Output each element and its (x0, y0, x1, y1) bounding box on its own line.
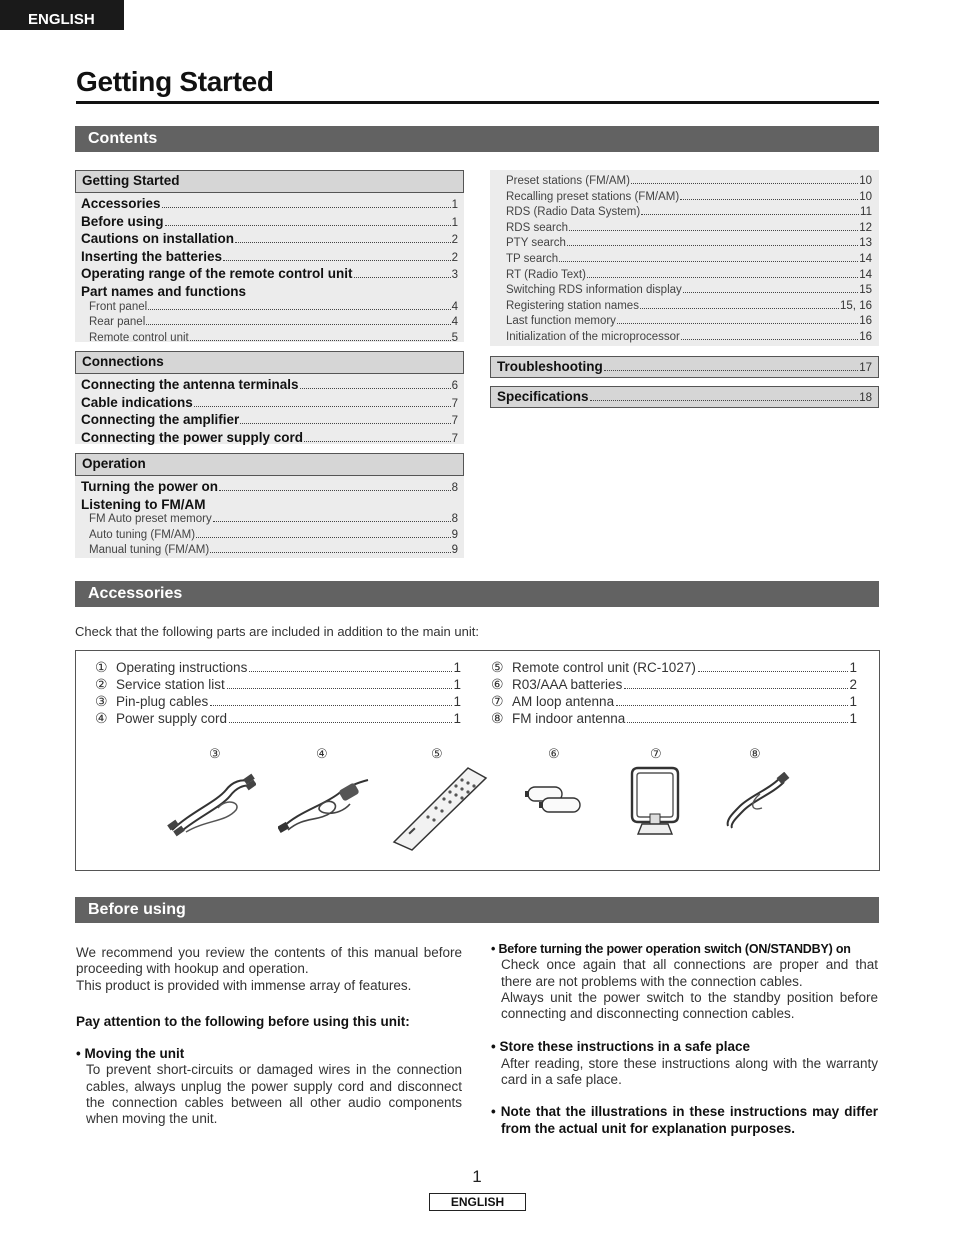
power-cord-icon (278, 772, 373, 834)
illustration-label: ④ (316, 746, 328, 761)
toc-entry-label: Before using (81, 213, 164, 229)
toc-entry[interactable] (81, 266, 458, 284)
accessory-label: Operating instructions (116, 660, 248, 675)
accessory-number: ④ (95, 710, 108, 726)
fm-antenna-icon (720, 772, 790, 830)
toc-operation (75, 453, 464, 558)
toc-entry-page: 2 (451, 251, 458, 264)
toc-entry-page: 9 (451, 544, 458, 557)
toc-entry[interactable] (81, 315, 458, 331)
toc-operation-continued (490, 170, 879, 346)
leader-dots (354, 277, 451, 278)
toc-entry[interactable] (498, 330, 872, 346)
toc-entry-page: 5 (451, 331, 458, 344)
toc-entry-label: Listening to FM/AM (81, 496, 206, 512)
contents-section-bar: Contents (75, 126, 879, 152)
toc-specifications-page: 18 (859, 392, 872, 404)
toc-entry-label: Cable indications (81, 394, 193, 410)
accessory-label: AM loop antenna (512, 694, 615, 709)
leader-dots (148, 309, 450, 310)
title-rule (76, 101, 879, 104)
toc-entry-page: 3 (451, 269, 458, 282)
toc-entry-page: 9 (451, 528, 458, 541)
leader-dots (210, 705, 452, 706)
toc-entry-page: 11 (860, 206, 872, 219)
leader-dots (604, 370, 858, 371)
accessory-item (491, 659, 857, 676)
toc-entry[interactable] (498, 236, 872, 252)
leader-dots (210, 552, 450, 553)
am-loop-antenna-icon (624, 764, 686, 836)
batteries-icon (524, 784, 584, 816)
before-using-intro-1: We recommend you review the contents of this manual before proceeding with hookup and operation. (76, 945, 462, 977)
accessory-quantity: 1 (453, 694, 461, 709)
accessory-item (95, 693, 461, 710)
toc-entry[interactable] (498, 268, 872, 284)
leader-dots (624, 688, 848, 689)
toc-entry-page: 15 (859, 284, 872, 297)
accessory-quantity: 1 (849, 711, 857, 726)
toc-entry[interactable] (81, 412, 458, 430)
accessory-number: ⑥ (491, 676, 504, 692)
toc-list-getting-started (75, 193, 464, 346)
page-title: Getting Started (76, 66, 274, 97)
toc-entry-label: Switching RDS information display (506, 284, 682, 297)
toc-entry-label: Preset stations (FM/AM) (506, 175, 630, 187)
illustration-label: ⑦ (650, 746, 662, 761)
toc-entry-page: 16 (859, 330, 872, 343)
toc-entry-label: Accessories (81, 196, 161, 211)
toc-entry-page: 10 (859, 190, 872, 203)
toc-entry-label: Rear panel (89, 316, 146, 329)
illustration-note: • Note that the illustrations in these instructions may differ from the actual unit for explanation purposes. (491, 1104, 878, 1136)
leader-dots (680, 199, 858, 200)
accessories-section-bar: Accessories (75, 581, 879, 607)
accessory-quantity: 1 (849, 660, 857, 675)
toc-list-connections (75, 374, 464, 447)
toc-entry[interactable] (81, 528, 458, 544)
accessory-item (95, 676, 461, 693)
toc-entry-page: 7 (451, 415, 458, 428)
accessory-number: ② (95, 676, 108, 692)
leader-dots (249, 671, 452, 672)
leader-dots (559, 261, 858, 262)
toc-entry-page: 10 (859, 175, 872, 187)
toc-entry-label: Auto tuning (FM/AM) (89, 528, 196, 541)
accessory-number: ⑦ (491, 693, 504, 709)
leader-dots (617, 323, 858, 324)
language-tab: ENGLISH (0, 0, 124, 30)
toc-entry-label: Connecting the power supply cord (81, 429, 304, 445)
toc-heading-operation: Operation (75, 453, 464, 476)
toc-entry[interactable] (498, 314, 872, 330)
leader-dots (194, 406, 451, 407)
accessory-number: ③ (95, 693, 108, 709)
toc-entry[interactable] (81, 395, 458, 413)
accessories-intro: Check that the following parts are included in addition to the main unit: (75, 624, 479, 639)
leader-dots (300, 388, 451, 389)
illustration-label: ⑧ (749, 746, 761, 761)
leader-dots (229, 722, 452, 723)
accessory-item (491, 693, 857, 710)
accessory-number: ① (95, 659, 108, 675)
toc-entry-page: 7 (451, 432, 458, 445)
toc-entry[interactable] (498, 221, 872, 237)
toc-entry-page: 4 (451, 300, 458, 313)
accessory-label: Remote control unit (RC-1027) (512, 660, 696, 675)
toc-entry[interactable] (81, 430, 458, 448)
toc-entry-page: 14 (859, 268, 872, 281)
toc-entry[interactable] (81, 196, 458, 214)
leader-dots (196, 537, 451, 538)
accessory-number: ⑧ (491, 710, 504, 726)
accessory-number: ⑤ (491, 659, 504, 675)
toc-entry[interactable] (81, 377, 458, 395)
toc-entry-label: Remote control unit (89, 331, 189, 344)
accessories-list-right (491, 659, 857, 727)
toc-list-operation (75, 476, 464, 559)
toc-entry-label: Connecting the amplifier (81, 412, 240, 428)
toc-troubleshooting-label: Troubleshooting (497, 359, 603, 374)
attention-heading: Pay attention to the following before using this unit: (76, 1013, 410, 1029)
toc-entry[interactable] (81, 497, 458, 513)
accessory-quantity: 1 (453, 711, 461, 726)
toc-entry[interactable] (498, 252, 872, 268)
toc-entry-page: 1 (451, 216, 458, 229)
leader-dots (698, 671, 849, 672)
before-using-left-column (76, 945, 462, 1128)
leader-dots (240, 423, 450, 424)
toc-heading-getting-started: Getting Started (75, 170, 464, 193)
moving-unit-text: To prevent short-circuits or damaged wires in the connection cables, always unplug the power supply cord and disconnect the connection cables between all other audio components when moving the unit. (86, 1062, 462, 1127)
leader-dots (227, 688, 453, 689)
accessory-item (491, 676, 857, 693)
accessory-quantity: 1 (849, 694, 857, 709)
leader-dots (213, 521, 451, 522)
power-switch-heading: • Before turning the power operation switch (ON/STANDBY) on (491, 942, 851, 956)
power-switch-text-1: Check once again that all connections are proper and that there are not problems with the connection cables. (501, 957, 878, 989)
toc-connections (75, 351, 464, 444)
toc-entry-page: 8 (451, 482, 458, 494)
toc-entry-page: 13 (859, 237, 872, 250)
before-using-right-column (491, 941, 878, 1137)
toc-entry[interactable] (81, 284, 458, 300)
before-using-intro-2: This product is provided with immense array of features. (76, 977, 412, 993)
illustration-label: ⑥ (548, 746, 560, 761)
toc-entry-label: RT (Radio Text) (506, 268, 586, 281)
leader-dots (590, 400, 859, 401)
leader-dots (631, 183, 858, 184)
leader-dots (165, 225, 451, 226)
toc-heading-connections: Connections (75, 351, 464, 374)
toc-troubleshooting[interactable] (490, 356, 879, 378)
toc-entry-page: 2 (451, 234, 458, 247)
illustration-label: ⑤ (431, 746, 443, 761)
accessories-list-left (95, 659, 461, 727)
accessory-quantity: 1 (453, 660, 461, 675)
leader-dots (641, 214, 859, 215)
leader-dots (146, 324, 450, 325)
toc-entry-label: Turning the power on (81, 479, 218, 494)
toc-entry-label: Registering station names (506, 299, 639, 312)
toc-list-operation-continued (490, 170, 879, 346)
toc-entry-label: Initialization of the microprocessor (506, 330, 680, 343)
toc-entry-label: Recalling preset stations (FM/AM) (506, 190, 680, 203)
leader-dots (235, 242, 451, 243)
moving-unit-heading: • Moving the unit (76, 1046, 185, 1062)
toc-getting-started (75, 170, 464, 342)
leader-dots (304, 441, 451, 442)
store-text: After reading, store these instructions along with the warranty card in a safe place. (501, 1055, 878, 1088)
toc-entry-label: Operating range of the remote control unit (81, 266, 353, 282)
leader-dots (190, 340, 451, 341)
leader-dots (219, 490, 451, 491)
leader-dots (569, 230, 858, 231)
toc-entry-label: Last function memory (506, 315, 616, 328)
toc-entry[interactable] (81, 231, 458, 249)
toc-entry[interactable] (81, 512, 458, 528)
toc-entry[interactable] (498, 283, 872, 299)
toc-entry[interactable] (81, 543, 458, 559)
toc-entry-page: 4 (451, 316, 458, 329)
leader-dots (681, 339, 858, 340)
toc-entry-label: RDS search (506, 221, 568, 234)
illustration-label: ③ (209, 746, 221, 761)
accessory-label: Power supply cord (116, 711, 228, 726)
toc-entry-label: Cautions on installation (81, 231, 235, 247)
toc-entry-page: 14 (859, 252, 872, 265)
page-number: 1 (472, 1167, 482, 1186)
accessory-item (95, 710, 461, 727)
accessory-label: R03/AAA batteries (512, 677, 623, 692)
toc-entry-page: 15, 16 (840, 299, 872, 312)
toc-entry-label: TP search (506, 252, 559, 265)
accessory-quantity: 2 (849, 677, 857, 692)
toc-entry[interactable] (81, 479, 458, 497)
accessory-label: FM indoor antenna (512, 711, 626, 726)
accessory-quantity: 1 (453, 677, 461, 692)
accessory-item (491, 710, 857, 727)
toc-entry-label: RDS (Radio Data System) (506, 206, 641, 219)
leader-dots (683, 292, 858, 293)
power-switch-text-2: Always unit the power switch to the standby position before connecting and disconnecting connection cables. (501, 989, 878, 1022)
toc-entry-page: 16 (859, 315, 872, 328)
leader-dots (162, 207, 451, 208)
footer-language-tag: ENGLISH (429, 1193, 526, 1211)
pin-plug-cable-icon (166, 772, 256, 838)
toc-entry[interactable] (81, 249, 458, 267)
before-using-section-bar: Before using (75, 897, 879, 923)
toc-entry[interactable] (498, 174, 872, 190)
toc-entry-page: 1 (451, 199, 458, 211)
toc-specifications[interactable] (490, 386, 879, 408)
leader-dots (627, 722, 848, 723)
toc-entry[interactable] (81, 214, 458, 232)
toc-entry[interactable] (81, 300, 458, 316)
toc-entry-label: PTY search (506, 237, 566, 250)
toc-entry-page: 8 (451, 513, 458, 526)
toc-entry-label: Inserting the batteries (81, 248, 223, 264)
accessory-label: Pin-plug cables (116, 694, 209, 709)
toc-entry[interactable] (498, 299, 872, 315)
toc-entry[interactable] (498, 205, 872, 221)
leader-dots (567, 245, 858, 246)
toc-entry[interactable] (81, 331, 458, 347)
toc-entry-label: Connecting the antenna terminals (81, 377, 299, 392)
toc-specifications-label: Specifications (497, 389, 589, 404)
accessory-label: Service station list (116, 677, 225, 692)
toc-entry[interactable] (498, 190, 872, 206)
leader-dots (640, 308, 839, 309)
leader-dots (587, 277, 858, 278)
toc-entry-label: Front panel (89, 300, 148, 313)
toc-entry-page: 6 (451, 380, 458, 392)
leader-dots (223, 260, 451, 261)
toc-entry-label: FM Auto preset memory (89, 513, 212, 526)
toc-entry-page: 12 (859, 221, 872, 234)
store-heading: • Store these instructions in a safe place (491, 1039, 751, 1055)
toc-troubleshooting-page: 17 (859, 362, 872, 374)
accessory-item (95, 659, 461, 676)
toc-entry-label: Manual tuning (FM/AM) (89, 544, 210, 557)
toc-entry-label: Part names and functions (81, 283, 247, 299)
remote-control-icon (390, 766, 490, 852)
toc-entry-page: 7 (451, 397, 458, 410)
leader-dots (616, 705, 848, 706)
